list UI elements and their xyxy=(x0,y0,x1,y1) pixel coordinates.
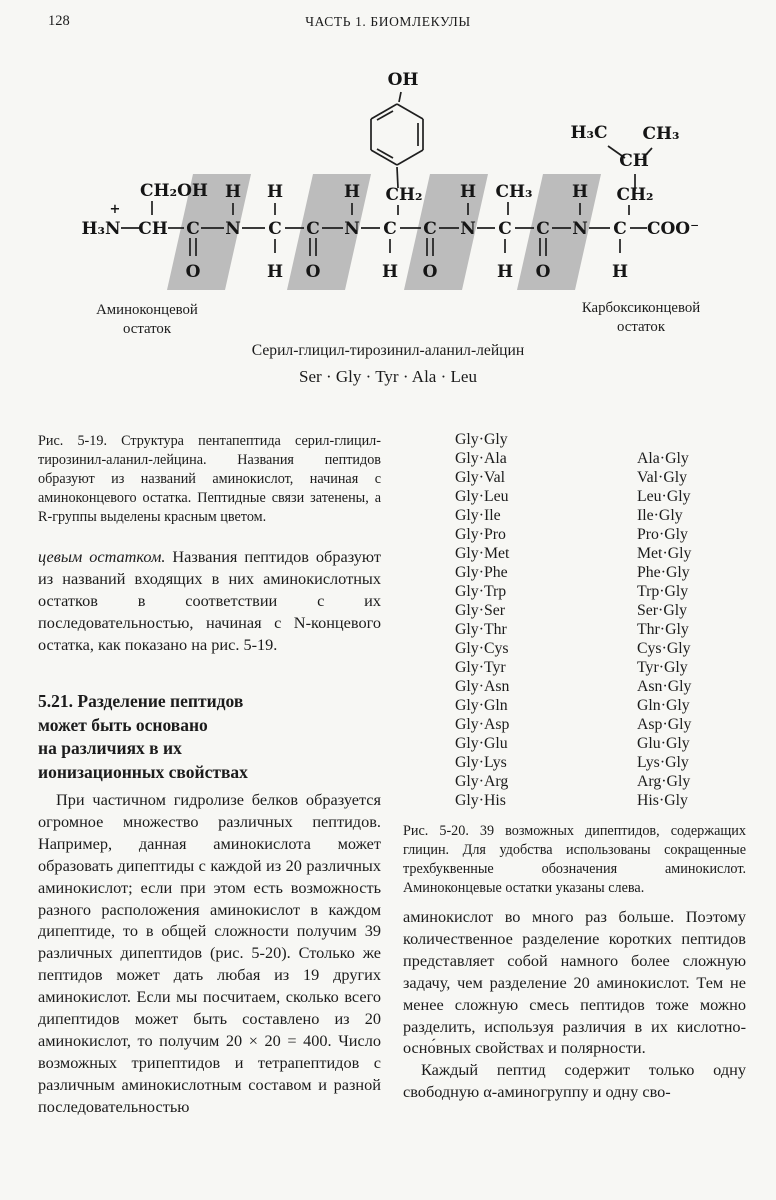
atom-label: CH₃ xyxy=(642,124,680,144)
fig-5-19-caption: Рис. 5-19. Структура пентапептида серил-глицил-тирозинил-аланил-лейцина. Названия пептидов образуют из названий аминокислот, начиная с аминоконцевого остатка. Пептидные связи затенены, а R-группы выделены красным цветом. xyxy=(38,433,381,525)
atom-label: C xyxy=(613,219,627,239)
dipeptide-gly-first: Gly·Leu xyxy=(455,488,509,505)
bond-line xyxy=(397,104,423,119)
carboxy-terminal-line2: остаток xyxy=(616,319,666,335)
section-heading-5-21 xyxy=(38,690,381,784)
pentapeptide-structure xyxy=(0,0,776,300)
dipeptide-row xyxy=(455,620,746,639)
atom-label: H xyxy=(224,182,242,202)
dipeptide-gly-second: Asp·Gly xyxy=(637,716,692,733)
dipeptide-gly-first: Gly·Trp xyxy=(455,583,507,600)
body-paragraph-1 xyxy=(38,546,381,656)
dipeptide-gly-second: Lys·Gly xyxy=(637,754,689,771)
dipeptide-gly-second: Asn·Gly xyxy=(637,678,692,695)
dipeptide-row xyxy=(455,734,746,753)
dipeptide-gly-first: Gly·Tyr xyxy=(455,659,506,676)
atom-label: C xyxy=(536,219,550,239)
atom-label: H xyxy=(459,182,477,202)
paragraph-text: аминокислот во много раз больше. Поэтому количественное разделение коротких пептидов представляет собой намного более сложную задачу, чем разделение 20 аминокислот. Тем не менее сложную смесь пептидов тоже можно разделить, используя различия в их кислотно-осно́вных свойствах и полярности. xyxy=(403,907,746,1058)
dipeptide-gly-second: Gln·Gly xyxy=(637,697,690,714)
dipeptide-gly-first: Gly·Val xyxy=(455,469,506,486)
dipeptide-row xyxy=(455,677,746,696)
dipeptide-gly-second: Cys·Gly xyxy=(637,640,691,657)
atom-label: O xyxy=(422,262,438,282)
dipeptide-gly-second: Trp·Gly xyxy=(637,583,689,600)
atom-label: N xyxy=(225,219,241,239)
dipeptide-gly-first: Gly·Thr xyxy=(455,621,507,638)
right-column xyxy=(403,430,746,1200)
atom-label: H xyxy=(571,182,589,202)
bond-line xyxy=(377,111,393,120)
amino-terminal-label xyxy=(32,301,262,339)
atom-label: N xyxy=(460,219,476,239)
dipeptide-gly-second: His·Gly xyxy=(637,792,688,809)
atom-label: + xyxy=(109,202,121,217)
atom-label: C xyxy=(306,219,320,239)
dipeptide-row xyxy=(455,525,746,544)
dipeptide-row xyxy=(455,544,746,563)
dipeptide-gly-second: Arg·Gly xyxy=(637,773,691,790)
body-paragraph-2: При частичном гидролизе белков образуется огромное множество различных пептидов. Например, данная аминокислота может образовать дипептиды с каждой из 20 различных аминокислот; если при этом есть возможность разного расположения аминокислот в каждом дипептиде, то в общей сложности получим 39 различных дипептидов (рис. 5-20). Столько же пептидов может дать любая из 19 других аминокислот. Если мы посчитаем, сколько всего дипептидов может быть составлено из 20 аминокислот, то получим 20 × 20 = 400. Число возможных трипептидов и тетрапептидов с различным аминокислотным составом и разной последовательностью xyxy=(38,790,381,1116)
dipeptide-gly-first: Gly·Cys xyxy=(455,640,509,657)
peptide-name-russian: Серил-глицил-тирозинил-аланил-лейцин xyxy=(251,342,525,359)
dipeptide-gly-second: Ser·Gly xyxy=(637,602,688,619)
bond-line xyxy=(399,92,401,102)
dipeptide-gly-second: Ala·Gly xyxy=(637,450,689,467)
atom-label: C xyxy=(268,219,282,239)
heading-line-3: на различиях в их xyxy=(38,738,182,758)
dipeptide-row xyxy=(455,753,746,772)
dipeptide-gly-first: Gly·Asn xyxy=(455,678,510,695)
atom-label: H xyxy=(611,262,629,282)
dipeptide-gly-second: Met·Gly xyxy=(637,545,692,562)
fig-5-20-caption: Рис. 5-20. 39 возможных дипептидов, содержащих глицин. Для удобства использованы сокращенные трехбуквенные обозначения аминокислот. Аминоконцевые остатки указаны слева. xyxy=(403,823,746,896)
dipeptide-row xyxy=(455,601,746,620)
dipeptide-table xyxy=(455,430,746,810)
dipeptide-gly-second: Pro·Gly xyxy=(637,526,688,543)
atom-label: C xyxy=(498,219,512,239)
atom-label: H₃C xyxy=(570,123,608,143)
atom-label: CH₂ xyxy=(385,185,423,205)
dipeptide-gly-second: Phe·Gly xyxy=(637,564,690,581)
paragraph-lead-italic: цевым остатком. xyxy=(38,547,166,566)
dipeptide-row xyxy=(455,487,746,506)
paragraph-continuation: Названия пептидов образуют из названий входящих в них аминокислотных остатков в соответствии с их последовательностью, начиная с N-концевого остатка, как показано на рис. 5-19. xyxy=(38,547,381,654)
dipeptide-gly-second: Glu·Gly xyxy=(637,735,690,752)
dipeptide-row xyxy=(455,639,746,658)
amino-terminal-line2: остаток xyxy=(122,321,172,337)
atom-label: C xyxy=(423,219,437,239)
dipeptide-gly-first: Gly·Met xyxy=(455,545,510,562)
atom-label: O xyxy=(185,262,201,282)
dipeptide-row xyxy=(455,563,746,582)
paragraph-text: Каждый пептид содержит только одну свободную α-аминогруппу и одну сво- xyxy=(403,1060,746,1102)
dipeptide-gly-second: Tyr·Gly xyxy=(637,659,688,676)
dipeptide-gly-first: Gly·Ser xyxy=(455,602,506,619)
dipeptide-row xyxy=(455,430,746,449)
atom-label: N xyxy=(572,219,588,239)
atom-label: CH xyxy=(138,219,168,239)
atom-label: CH₃ xyxy=(495,182,533,202)
atom-label: H₃N xyxy=(81,219,121,239)
atom-label: O xyxy=(305,262,321,282)
dipeptide-gly-first: Gly·Arg xyxy=(455,773,509,790)
atom-label: N xyxy=(344,219,360,239)
body-paragraph-3 xyxy=(403,906,746,1103)
atom-label: COO⁻ xyxy=(646,219,700,239)
dipeptide-row xyxy=(455,658,746,677)
running-head: ЧАСТЬ 1. БИОМЛЕКУЛЫ xyxy=(305,14,471,29)
heading-line-2: может быть основано xyxy=(38,714,208,735)
dipeptide-gly-first: Gly·His xyxy=(455,792,506,809)
left-column xyxy=(38,430,381,1200)
dipeptide-gly-second: Ile·Gly xyxy=(637,507,683,524)
dipeptide-gly-first: Gly·Ile xyxy=(455,507,501,524)
heading-line-4: ионизационных свойствах xyxy=(38,761,248,782)
dipeptide-gly-first: Gly·Pro xyxy=(455,526,506,543)
atom-label: H xyxy=(496,262,514,282)
dipeptide-gly-second: Val·Gly xyxy=(637,469,688,486)
dipeptide-gly-second: Thr·Gly xyxy=(637,621,689,638)
atom-label: C xyxy=(186,219,200,239)
dipeptide-gly-first: Gly·Phe xyxy=(455,564,508,581)
dipeptide-row xyxy=(455,715,746,734)
atom-label: OH xyxy=(387,70,419,90)
atom-label: H xyxy=(266,182,284,202)
atom-label: CH₂ xyxy=(616,185,654,205)
dipeptide-row xyxy=(455,449,746,468)
carboxy-terminal-label xyxy=(526,299,756,337)
atom-label: C xyxy=(383,219,397,239)
amino-terminal-line1: Аминоконцевой xyxy=(96,302,198,318)
heading-line-1: 5.21. Разделение пептидов xyxy=(38,691,244,711)
peptide-name-abbreviated: Ser · Gly · Tyr · Ala · Leu xyxy=(299,367,477,386)
atom-label: H xyxy=(266,262,284,282)
dipeptide-row xyxy=(455,506,746,525)
bond-line xyxy=(377,149,393,158)
dipeptide-row xyxy=(455,791,746,810)
atom-label: H xyxy=(381,262,399,282)
dipeptide-row xyxy=(455,696,746,715)
carboxy-terminal-line1: Карбоксиконцевой xyxy=(581,300,701,316)
dipeptide-gly-first: Gly·Gln xyxy=(455,697,508,714)
dipeptide-row xyxy=(455,772,746,791)
atom-label: CH xyxy=(619,151,649,171)
dipeptide-gly-first: Gly·Lys xyxy=(455,754,507,771)
atom-label: CH₂OH xyxy=(140,181,208,201)
dipeptide-row xyxy=(455,468,746,487)
atom-label: O xyxy=(535,262,551,282)
dipeptide-gly-first: Gly·Asp xyxy=(455,716,510,733)
dipeptide-gly-first: Gly·Glu xyxy=(455,735,508,752)
atom-label: H xyxy=(343,182,361,202)
bond-line xyxy=(397,150,423,165)
dipeptide-gly-first: Gly·Ala xyxy=(455,450,507,467)
dipeptide-row xyxy=(455,582,746,601)
dipeptide-gly-second: Leu·Gly xyxy=(637,488,691,505)
page-number: 128 xyxy=(48,13,70,29)
dipeptide-gly-first: Gly·Gly xyxy=(455,431,508,448)
